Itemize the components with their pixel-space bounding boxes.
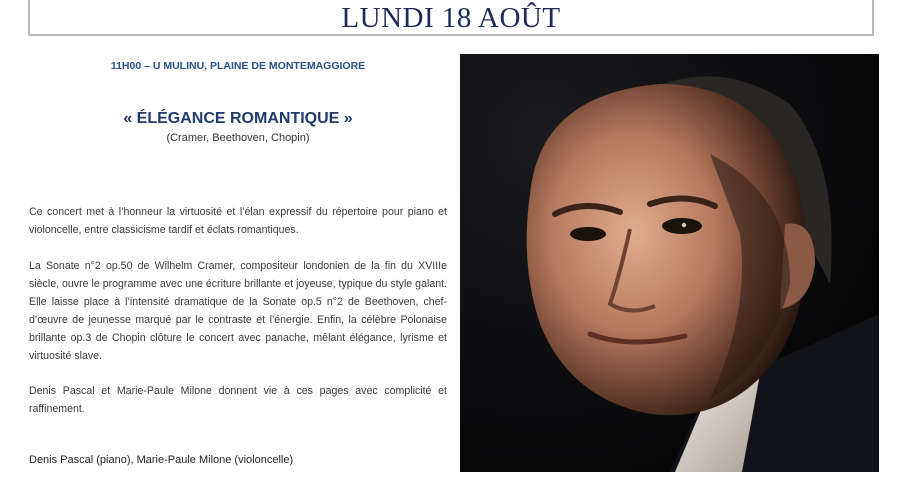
- composers-subtitle: (Cramer, Beethoven, Chopin): [166, 132, 310, 144]
- time-venue: 11H00 – U MULINU, PLAINE DE MONTEMAGGIORE: [110, 60, 366, 72]
- performer-portrait-photo: [460, 54, 879, 472]
- description-paragraph-1: Ce concert met à l’honneur la virtuosité et l’élan expressif du répertoire pour piano et violoncelle, entre classicisme tardif et éclats romantiques.: [29, 206, 447, 236]
- event-description: [29, 40, 447, 480]
- description-paragraph-3: Denis Pascal et Marie-Paule Milone donnent vie à ces pages avec complicité et raffinement.: [29, 385, 447, 415]
- date-banner: [28, 0, 874, 36]
- portrait-illustration: [460, 54, 879, 472]
- concert-title: « ÉLÉGANCE ROMANTIQUE »: [123, 110, 353, 127]
- performers-credit: Denis Pascal (piano), Marie-Paule Milone (violoncelle): [29, 454, 294, 466]
- event-date: LUNDI 18 AOÛT: [341, 1, 561, 34]
- description-paragraph-2: La Sonate n°2 op.50 de Wilhelm Cramer, compositeur londonien de la fin du XVIIIe siècle, ouvre le programme avec une écriture brillante et joyeuse, typique du style galant. Elle laisse place à l’intensité dramatique de la Sonate op.5 n°2 de Beethoven, chef-d’œuvre de jeunesse marqué par le contraste et l’énergie. Enfin, la célèbre Polonaise brillante op.3 de Chopin clôture le concert avec panache, mêlant élégance, lyrisme et virtuosité slave.: [29, 260, 447, 362]
